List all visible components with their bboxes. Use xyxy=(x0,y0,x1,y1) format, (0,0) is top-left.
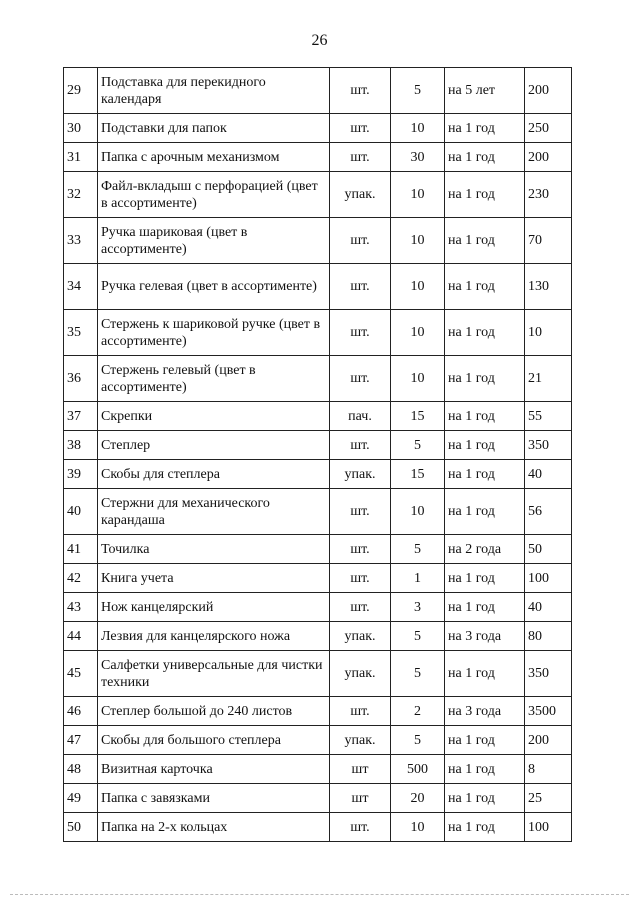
table-row xyxy=(64,651,572,697)
item-term: на 1 год xyxy=(445,310,525,356)
table-row xyxy=(64,697,572,726)
row-number: 45 xyxy=(64,651,98,697)
row-number: 40 xyxy=(64,489,98,535)
item-term: на 1 год xyxy=(445,784,525,813)
item-term: на 1 год xyxy=(445,489,525,535)
item-term: на 3 года xyxy=(445,622,525,651)
item-quantity: 5 xyxy=(391,535,445,564)
item-price: 200 xyxy=(525,726,572,755)
table-row xyxy=(64,813,572,842)
item-term: на 1 год xyxy=(445,218,525,264)
item-term: на 1 год xyxy=(445,264,525,310)
item-unit: шт. xyxy=(330,68,391,114)
item-quantity: 10 xyxy=(391,218,445,264)
row-number: 47 xyxy=(64,726,98,755)
item-name: Подставка для перекидного календаря xyxy=(98,68,330,114)
item-price: 50 xyxy=(525,535,572,564)
item-term: на 1 год xyxy=(445,726,525,755)
item-name: Папка с арочным механизмом xyxy=(98,143,330,172)
row-number: 35 xyxy=(64,310,98,356)
table-row xyxy=(64,218,572,264)
item-price: 55 xyxy=(525,402,572,431)
item-unit: пач. xyxy=(330,402,391,431)
row-number: 42 xyxy=(64,564,98,593)
item-price: 40 xyxy=(525,460,572,489)
item-price: 100 xyxy=(525,564,572,593)
item-unit: шт xyxy=(330,755,391,784)
item-price: 3500 xyxy=(525,697,572,726)
row-number: 39 xyxy=(64,460,98,489)
table-row xyxy=(64,431,572,460)
table-row xyxy=(64,593,572,622)
item-unit: шт. xyxy=(330,218,391,264)
item-term: на 1 год xyxy=(445,564,525,593)
table-row xyxy=(64,402,572,431)
table-row xyxy=(64,784,572,813)
table-row xyxy=(64,564,572,593)
table-row xyxy=(64,535,572,564)
item-unit: шт. xyxy=(330,143,391,172)
item-unit: упак. xyxy=(330,726,391,755)
item-quantity: 500 xyxy=(391,755,445,784)
table-row xyxy=(64,622,572,651)
item-name: Папка с завязками xyxy=(98,784,330,813)
item-unit: шт. xyxy=(330,264,391,310)
table-row xyxy=(64,114,572,143)
page-bottom-divider xyxy=(10,894,629,895)
row-number: 44 xyxy=(64,622,98,651)
item-price: 80 xyxy=(525,622,572,651)
item-quantity: 10 xyxy=(391,264,445,310)
item-name: Скобы для степлера xyxy=(98,460,330,489)
item-name: Степлер большой до 240 листов xyxy=(98,697,330,726)
item-name: Книга учета xyxy=(98,564,330,593)
item-quantity: 1 xyxy=(391,564,445,593)
row-number: 36 xyxy=(64,356,98,402)
item-price: 130 xyxy=(525,264,572,310)
item-name: Степлер xyxy=(98,431,330,460)
item-term: на 5 лет xyxy=(445,68,525,114)
table-row xyxy=(64,755,572,784)
item-name: Стержни для механического карандаша xyxy=(98,489,330,535)
table-row xyxy=(64,489,572,535)
item-unit: упак. xyxy=(330,172,391,218)
item-term: на 1 год xyxy=(445,402,525,431)
item-price: 25 xyxy=(525,784,572,813)
supplies-table-body xyxy=(64,68,572,842)
row-number: 34 xyxy=(64,264,98,310)
page-number: 26 xyxy=(311,32,328,49)
item-unit: шт. xyxy=(330,489,391,535)
item-unit: упак. xyxy=(330,651,391,697)
item-quantity: 10 xyxy=(391,356,445,402)
row-number: 48 xyxy=(64,755,98,784)
item-quantity: 2 xyxy=(391,697,445,726)
item-unit: шт. xyxy=(330,697,391,726)
item-name: Ручка шариковая (цвет в ассортименте) xyxy=(98,218,330,264)
item-quantity: 10 xyxy=(391,310,445,356)
item-name: Скобы для большого степлера xyxy=(98,726,330,755)
item-name: Лезвия для канцелярского ножа xyxy=(98,622,330,651)
item-term: на 1 год xyxy=(445,460,525,489)
row-number: 31 xyxy=(64,143,98,172)
item-name: Подставки для папок xyxy=(98,114,330,143)
item-quantity: 10 xyxy=(391,114,445,143)
row-number: 32 xyxy=(64,172,98,218)
item-price: 70 xyxy=(525,218,572,264)
item-name: Точилка xyxy=(98,535,330,564)
item-term: на 1 год xyxy=(445,593,525,622)
item-term: на 3 года xyxy=(445,697,525,726)
item-quantity: 15 xyxy=(391,402,445,431)
item-term: на 1 год xyxy=(445,755,525,784)
item-price: 350 xyxy=(525,431,572,460)
item-unit: шт. xyxy=(330,813,391,842)
row-number: 41 xyxy=(64,535,98,564)
item-unit: шт. xyxy=(330,593,391,622)
item-quantity: 20 xyxy=(391,784,445,813)
item-name: Стержень гелевый (цвет в ассортименте) xyxy=(98,356,330,402)
item-term: на 1 год xyxy=(445,172,525,218)
item-unit: шт. xyxy=(330,356,391,402)
row-number: 30 xyxy=(64,114,98,143)
item-price: 21 xyxy=(525,356,572,402)
item-price: 350 xyxy=(525,651,572,697)
item-unit: шт xyxy=(330,784,391,813)
item-term: на 1 год xyxy=(445,356,525,402)
item-price: 56 xyxy=(525,489,572,535)
item-term: на 1 год xyxy=(445,813,525,842)
item-price: 40 xyxy=(525,593,572,622)
item-quantity: 10 xyxy=(391,813,445,842)
item-unit: шт. xyxy=(330,535,391,564)
row-number: 29 xyxy=(64,68,98,114)
item-quantity: 5 xyxy=(391,651,445,697)
item-price: 230 xyxy=(525,172,572,218)
table-row xyxy=(64,68,572,114)
item-quantity: 5 xyxy=(391,726,445,755)
item-price: 250 xyxy=(525,114,572,143)
table-row xyxy=(64,264,572,310)
item-quantity: 10 xyxy=(391,489,445,535)
item-quantity: 5 xyxy=(391,622,445,651)
item-unit: шт. xyxy=(330,310,391,356)
item-name: Папка на 2-х кольцах xyxy=(98,813,330,842)
item-term: на 2 года xyxy=(445,535,525,564)
item-unit: упак. xyxy=(330,460,391,489)
row-number: 33 xyxy=(64,218,98,264)
item-term: на 1 год xyxy=(445,651,525,697)
item-term: на 1 год xyxy=(445,431,525,460)
item-quantity: 15 xyxy=(391,460,445,489)
item-unit: упак. xyxy=(330,622,391,651)
item-price: 100 xyxy=(525,813,572,842)
supplies-table xyxy=(63,67,572,842)
item-price: 8 xyxy=(525,755,572,784)
item-quantity: 5 xyxy=(391,431,445,460)
item-price: 10 xyxy=(525,310,572,356)
row-number: 46 xyxy=(64,697,98,726)
item-term: на 1 год xyxy=(445,114,525,143)
table-row xyxy=(64,143,572,172)
item-name: Визитная карточка xyxy=(98,755,330,784)
item-unit: шт. xyxy=(330,564,391,593)
row-number: 38 xyxy=(64,431,98,460)
item-price: 200 xyxy=(525,68,572,114)
row-number: 50 xyxy=(64,813,98,842)
item-name: Скрепки xyxy=(98,402,330,431)
item-quantity: 5 xyxy=(391,68,445,114)
row-number: 43 xyxy=(64,593,98,622)
item-term: на 1 год xyxy=(445,143,525,172)
item-quantity: 30 xyxy=(391,143,445,172)
item-unit: шт. xyxy=(330,114,391,143)
item-quantity: 3 xyxy=(391,593,445,622)
item-unit: шт. xyxy=(330,431,391,460)
table-row xyxy=(64,310,572,356)
table-row xyxy=(64,356,572,402)
item-name: Нож канцелярский xyxy=(98,593,330,622)
item-name: Ручка гелевая (цвет в ассортименте) xyxy=(98,264,330,310)
table-row xyxy=(64,172,572,218)
item-quantity: 10 xyxy=(391,172,445,218)
item-name: Салфетки универсальные для чистки техники xyxy=(98,651,330,697)
row-number: 37 xyxy=(64,402,98,431)
item-name: Файл-вкладыш с перфорацией (цвет в ассортименте) xyxy=(98,172,330,218)
table-row xyxy=(64,726,572,755)
item-price: 200 xyxy=(525,143,572,172)
row-number: 49 xyxy=(64,784,98,813)
table-row xyxy=(64,460,572,489)
item-name: Стержень к шариковой ручке (цвет в ассортименте) xyxy=(98,310,330,356)
